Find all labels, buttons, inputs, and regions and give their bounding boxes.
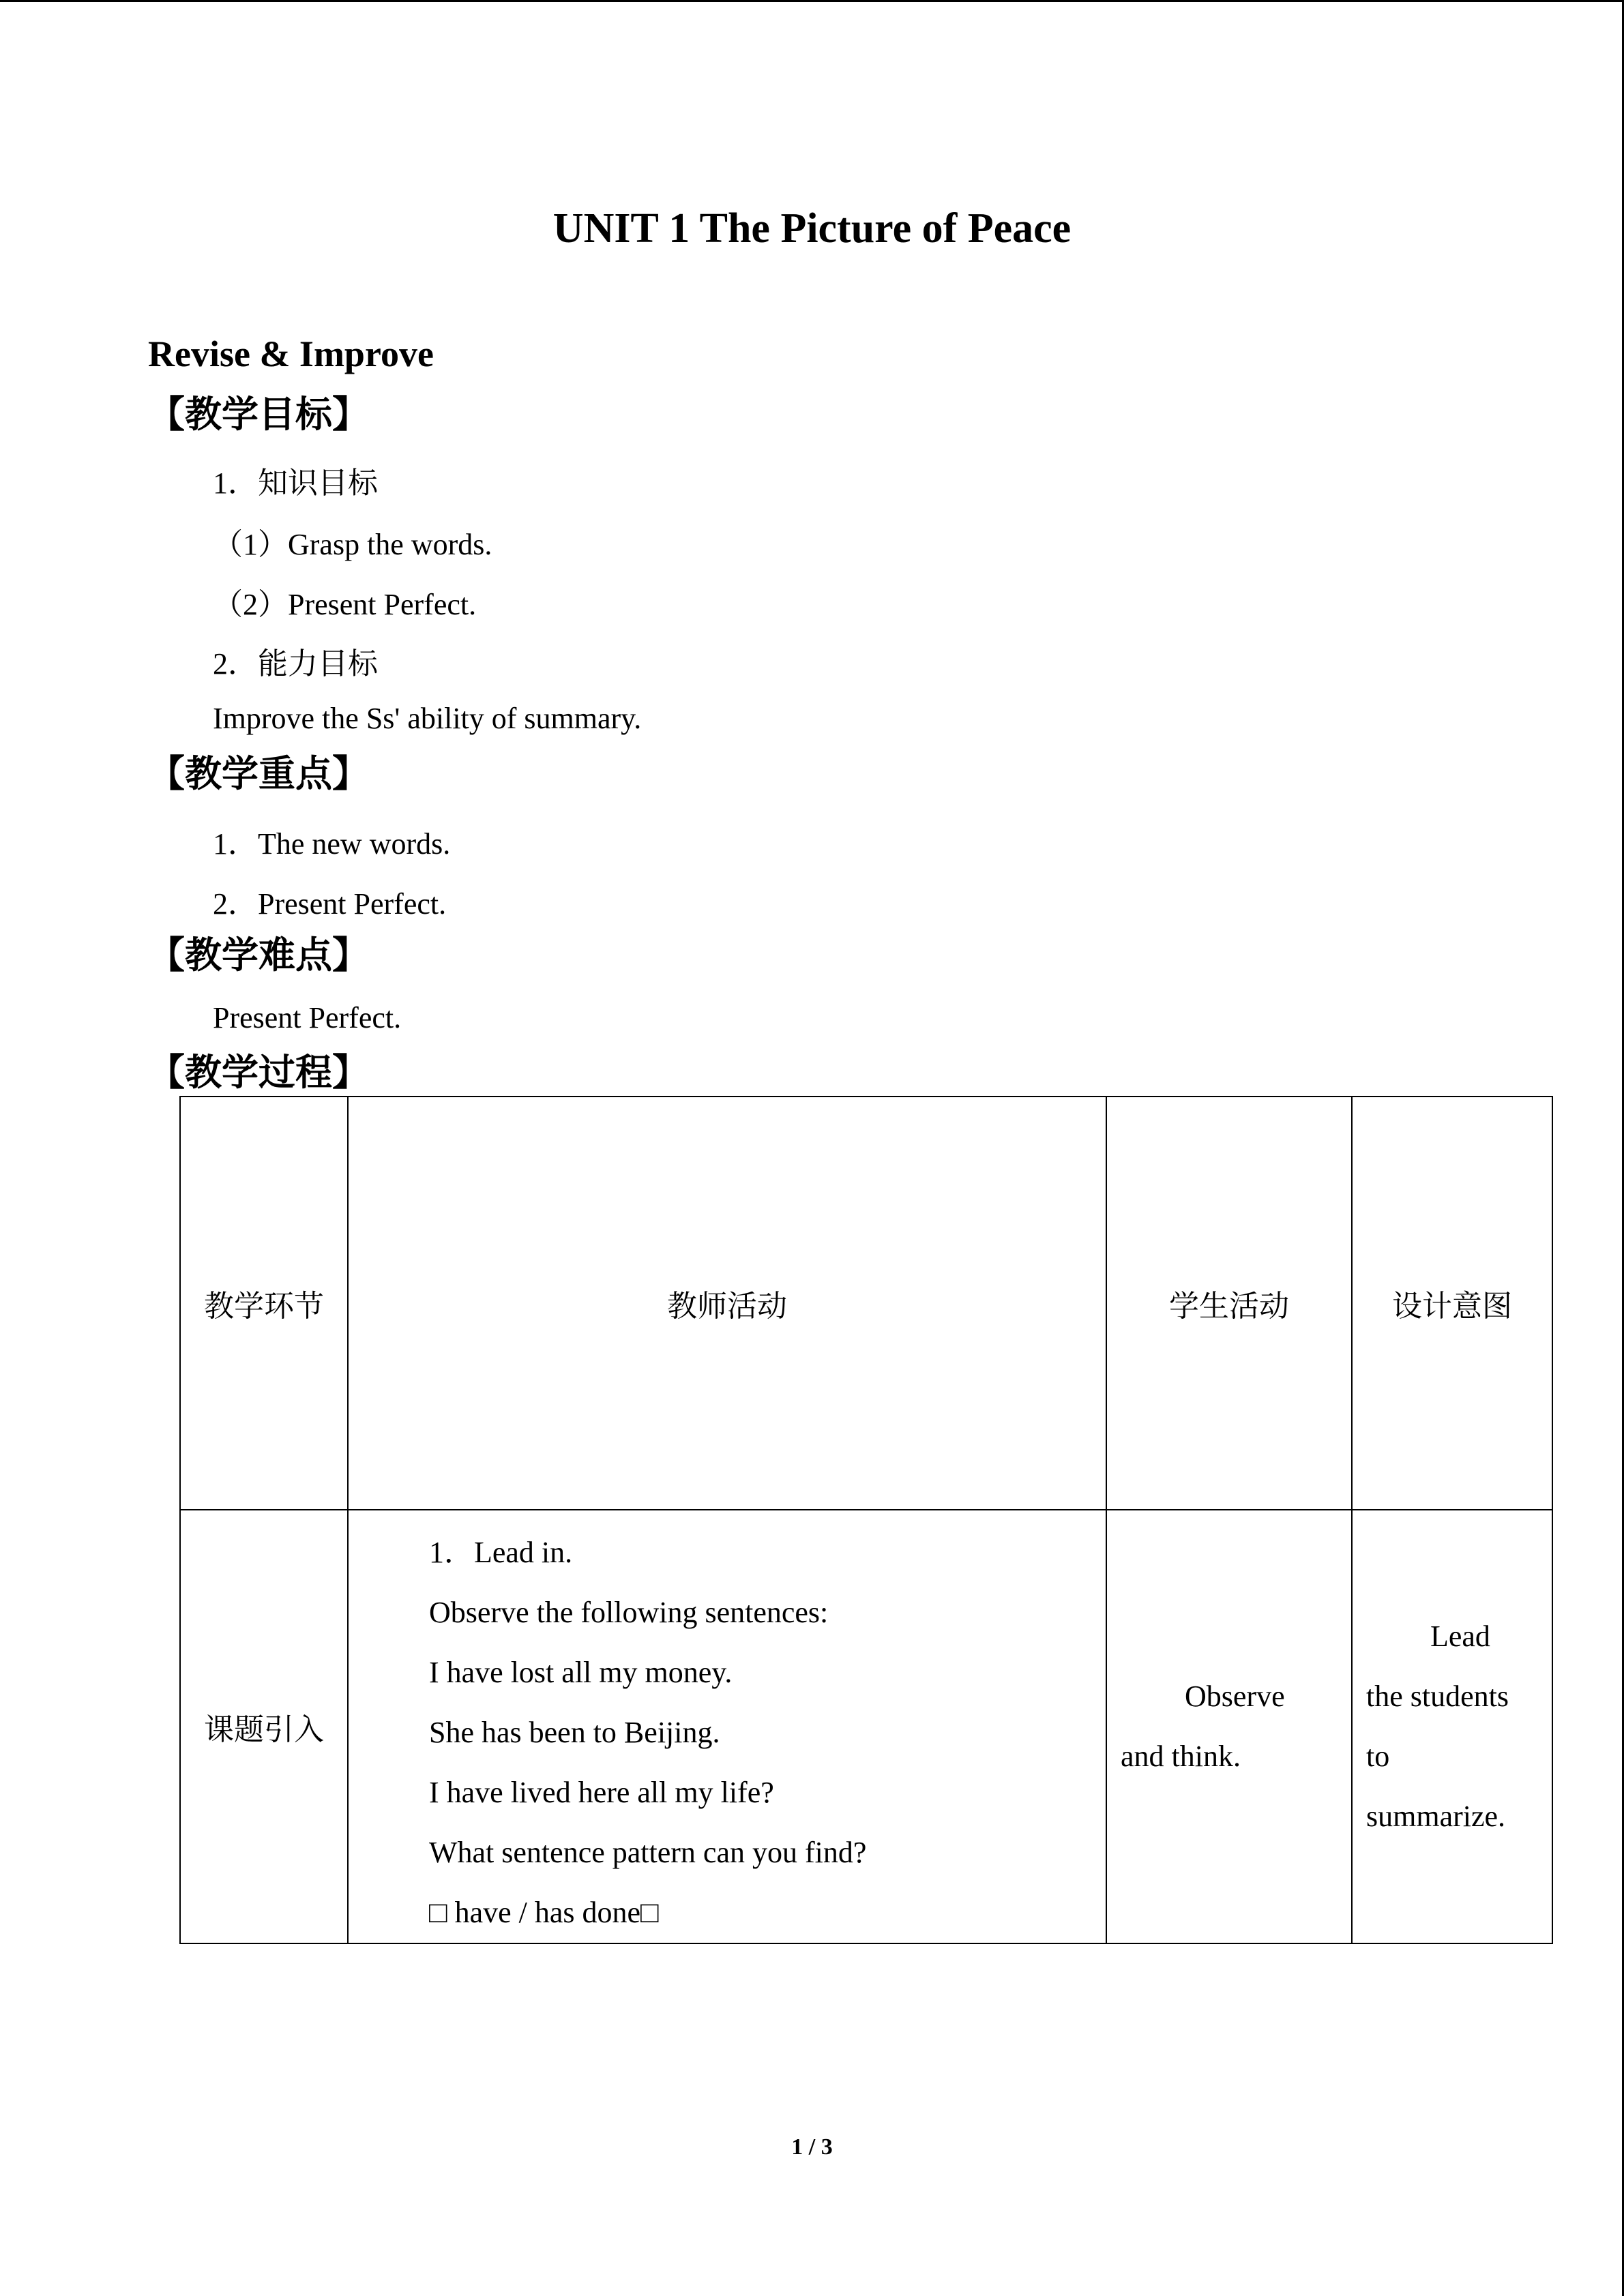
table-row	[180, 1510, 1552, 1943]
table-header-cell: 教师活动	[348, 1097, 1106, 1510]
design-line: summarize.	[1366, 1800, 1506, 1833]
table-header-cell: 设计意图	[1352, 1097, 1552, 1510]
teacher-line: What sentence pattern can you find?	[429, 1836, 867, 1869]
heading-teaching-process: 【教学过程】	[148, 1051, 369, 1094]
design-line: the students	[1366, 1680, 1509, 1713]
table-header-row	[180, 1097, 1552, 1510]
teacher-line: She has been to Beijing.	[429, 1716, 720, 1749]
goal-item: Improve the Ss' ability of summary.	[213, 702, 642, 735]
key-point-item: 2．Present Perfect.	[213, 887, 447, 921]
key-point-item: 1．The new words.	[213, 827, 451, 861]
stage-cell: 课题引入	[180, 1510, 348, 1943]
student-activity-cell	[1106, 1510, 1352, 1943]
design-intent-cell	[1352, 1510, 1552, 1943]
student-line: Observe	[1185, 1680, 1285, 1713]
difficulty-item: Present Perfect.	[213, 1001, 402, 1034]
heading-difficulties: 【教学难点】	[148, 934, 369, 976]
student-line: and think.	[1121, 1740, 1241, 1773]
heading-key-points: 【教学重点】	[148, 752, 369, 795]
table-header-cell: 教学环节	[180, 1097, 348, 1510]
teacher-line: 1．Lead in.	[429, 1536, 573, 1569]
page-number: 1 / 3	[791, 2134, 833, 2160]
teacher-line: I have lived here all my life?	[429, 1776, 774, 1809]
teacher-line: I have lost all my money.	[429, 1656, 733, 1689]
teacher-activity-cell	[348, 1510, 1106, 1943]
goal-item: 2．能力目标	[213, 647, 378, 681]
heading-teaching-goals: 【教学目标】	[148, 393, 369, 436]
design-line: Lead	[1430, 1620, 1490, 1653]
goal-item: （2）Present Perfect.	[213, 588, 477, 621]
document-title: UNIT 1 The Picture of Peace	[552, 205, 1072, 252]
design-line: to	[1366, 1740, 1390, 1773]
document-subtitle: Revise & Improve	[148, 333, 434, 374]
goal-item: 1．知识目标	[213, 466, 378, 500]
teaching-process-table	[179, 1096, 1553, 1944]
teacher-line: Observe the following sentences:	[429, 1596, 829, 1629]
page-top-border	[0, 0, 1624, 2]
teacher-line: □ have / has done□	[429, 1896, 659, 1929]
table-header-cell: 学生活动	[1106, 1097, 1352, 1510]
goal-item: （1）Grasp the words.	[213, 528, 492, 561]
